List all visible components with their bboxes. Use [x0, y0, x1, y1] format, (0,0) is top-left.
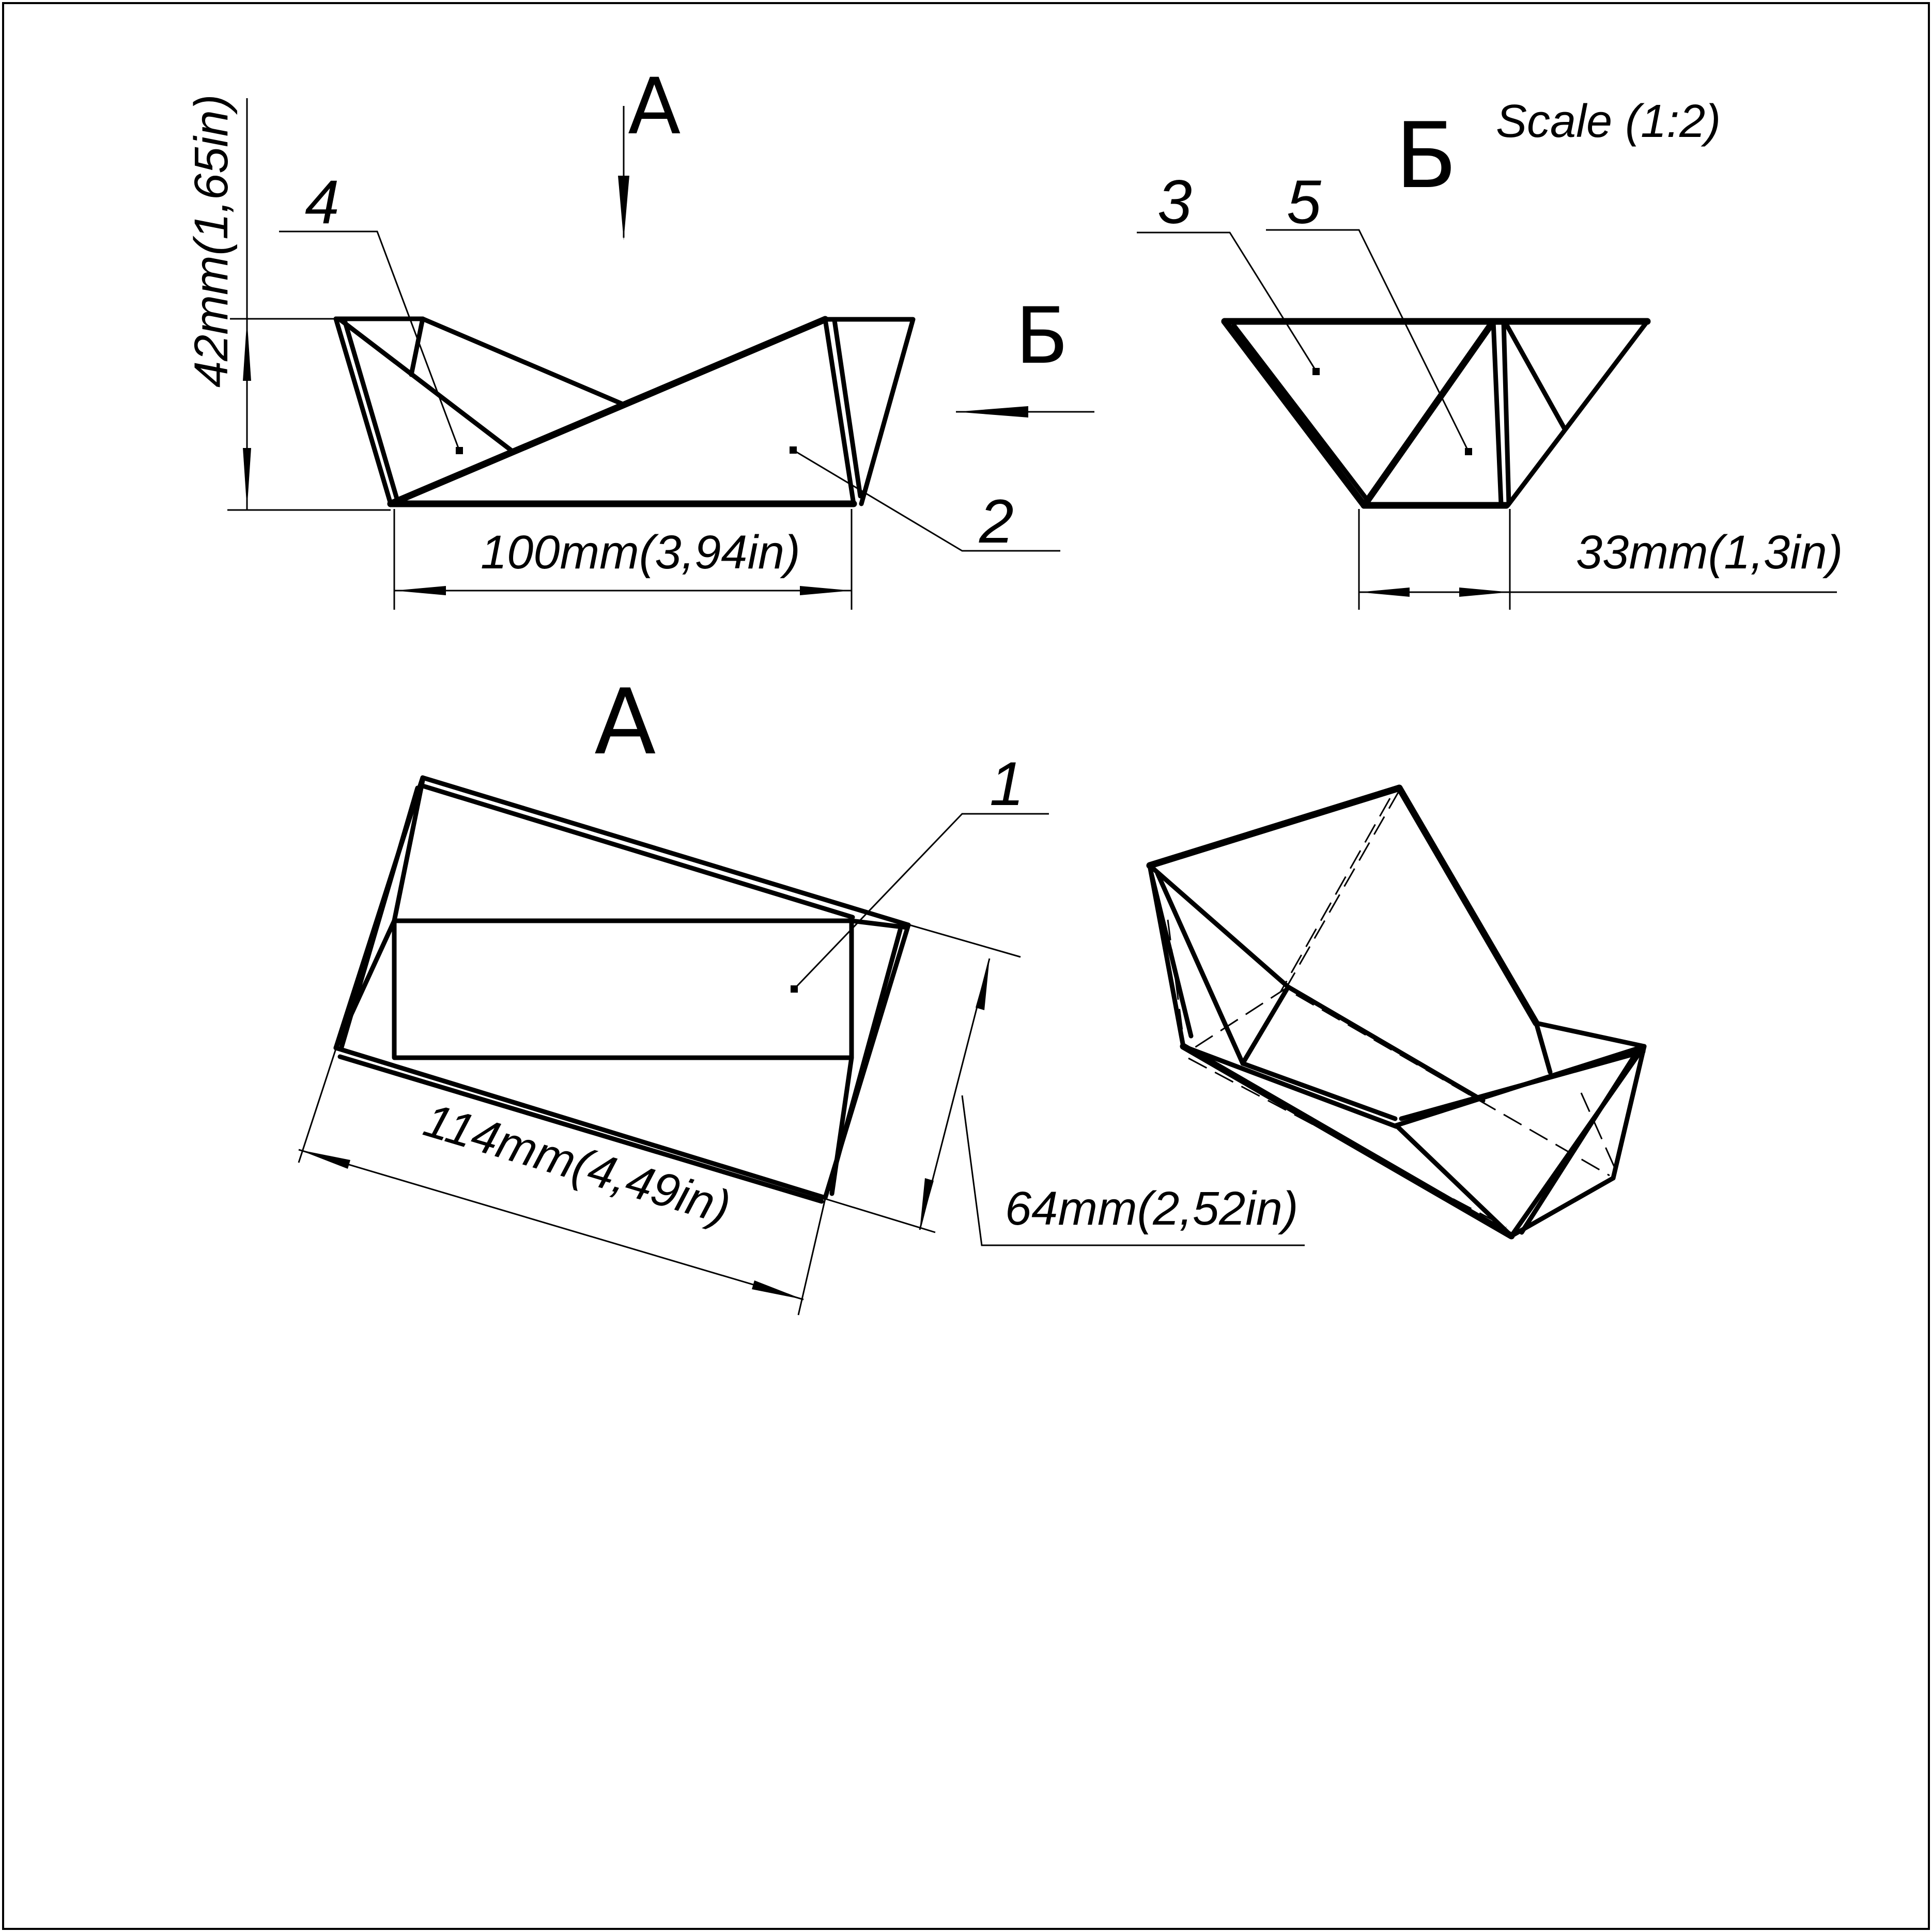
base-plate [394, 921, 852, 1058]
dimension-width-top-label: 64mm(2,52in) [1005, 1182, 1299, 1235]
view-a-title: А [594, 670, 656, 775]
dimension-width-side [1359, 509, 1843, 610]
sheet-frame [3, 3, 1929, 1929]
dimension-width-top [825, 925, 1305, 1245]
part-3-marker [1312, 368, 1320, 375]
dimension-width-side-label: 33mm(1,3in) [1576, 526, 1843, 579]
dimension-length-label: 100mm(3,94in) [481, 526, 800, 579]
part-number-2: 2 [979, 487, 1014, 556]
part-number-4: 4 [305, 167, 339, 237]
front-view-diagonal [391, 319, 825, 504]
dimension-length-top [299, 1049, 825, 1315]
front-view [279, 231, 1060, 551]
scale-label: Scale (1:2) [1496, 96, 1721, 147]
dimension-length [394, 509, 852, 610]
dimension-height [185, 94, 391, 510]
view-b-title: Б [1395, 104, 1458, 209]
isometric-view [1150, 788, 1644, 1236]
part-number-3: 3 [1157, 167, 1192, 237]
view-arrow-a-label: А [628, 62, 681, 152]
dimension-height-label: 42mm(1,65in) [185, 94, 238, 388]
dimension-length-top-label: 114mm(4,49in) [418, 1093, 736, 1234]
part-number-1: 1 [990, 749, 1024, 818]
view-arrow-a [618, 62, 681, 240]
view-arrow-b [956, 291, 1094, 418]
side-view-b [1137, 230, 1647, 505]
part-number-5: 5 [1287, 167, 1321, 237]
view-arrow-b-label: Б [1015, 291, 1069, 381]
